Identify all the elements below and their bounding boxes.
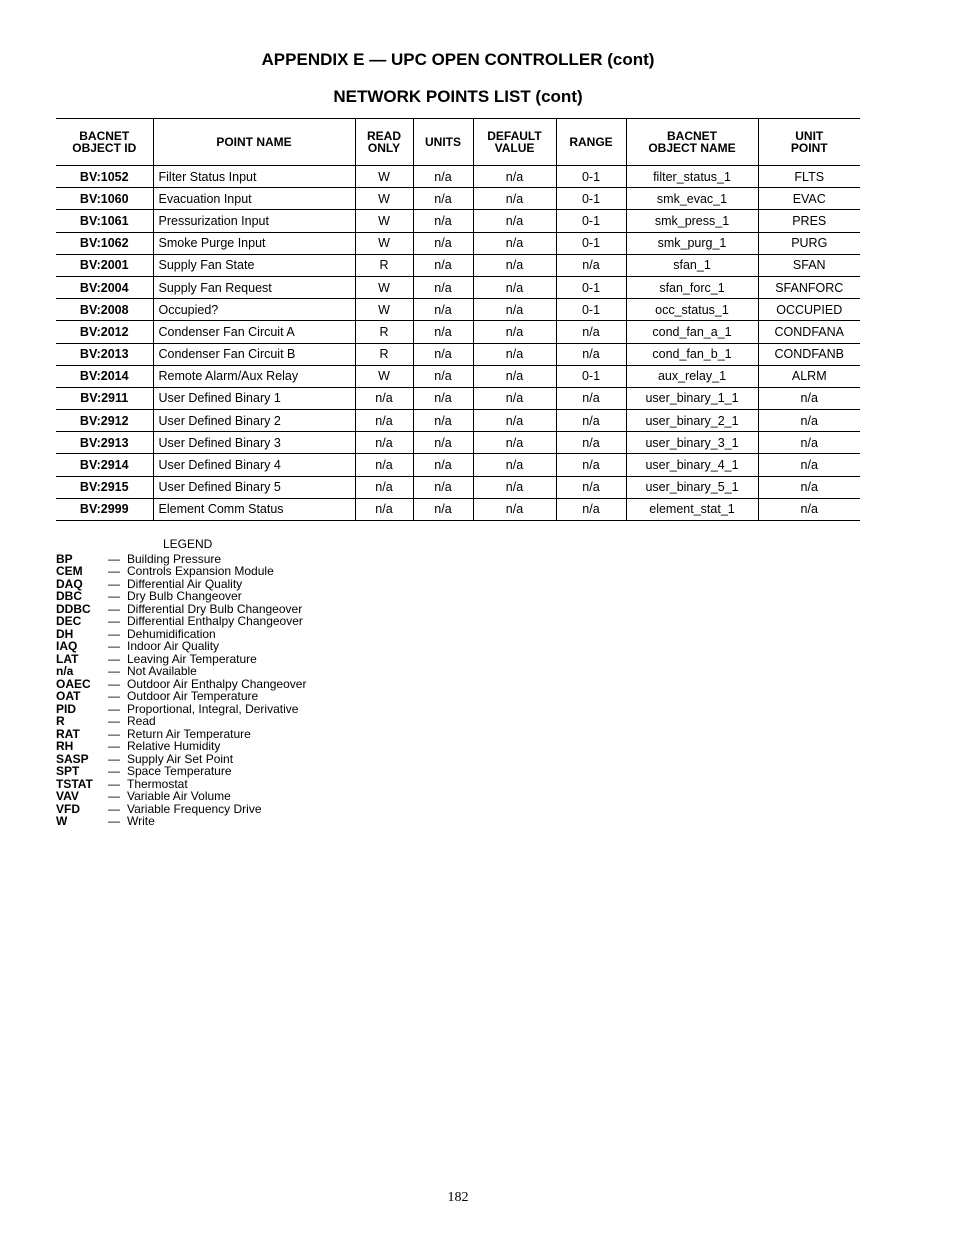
cell-unit-point: n/a [758,498,860,520]
cell-read-only: n/a [355,410,413,432]
cell-units: n/a [413,365,473,387]
cell-default-value: n/a [473,299,556,321]
cell-object-id: BV:2001 [56,254,153,276]
cell-default-value: n/a [473,365,556,387]
cell-read-only: n/a [355,498,413,520]
cell-range: n/a [556,498,626,520]
cell-point-name: Pressurization Input [153,210,355,232]
legend-meaning: Indoor Air Quality [127,639,220,653]
column-header-line: READ [366,129,401,143]
cell-object-id: BV:2012 [56,321,153,343]
column-header-line: UNITS [425,135,461,149]
legend-item [56,640,306,653]
cell-range: 0-1 [556,299,626,321]
legend-dash: — [108,689,120,703]
column-header-line: POINT [790,141,828,155]
cell-default-value: n/a [473,498,556,520]
legend-abbreviation: DBC [56,589,82,603]
cell-point-name: Evacuation Input [153,188,355,210]
legend-dash: — [108,626,120,641]
legend-item [56,565,306,578]
cell-unit-point: CONDFANA [758,321,860,343]
legend-meaning: Outdoor Air Enthalpy Changeover [127,676,307,691]
cell-point-name: Supply Fan State [153,254,355,276]
column-header [473,119,556,166]
cell-range: n/a [556,410,626,432]
cell-units: n/a [413,166,473,188]
cell-point-name: Occupied? [153,299,355,321]
cell-unit-point: OCCUPIED [758,299,860,321]
cell-object-name: smk_press_1 [626,210,758,232]
legend-dash: — [108,751,120,766]
cell-read-only: n/a [355,387,413,409]
cell-read-only: W [355,210,413,232]
table-header-row [56,119,860,166]
legend-abbreviation: W [56,814,68,828]
cell-default-value: n/a [473,343,556,365]
legend-meaning: Controls Expansion Module [127,564,274,578]
legend-title: LEGEND [163,537,213,551]
cell-object-id: BV:1061 [56,210,153,232]
legend-abbreviation: CEM [56,564,83,578]
table-row [56,166,860,188]
cell-point-name: User Defined Binary 1 [153,387,355,409]
cell-units: n/a [413,254,473,276]
column-header [56,119,153,166]
cell-object-name: cond_fan_b_1 [626,343,758,365]
legend-abbreviation: RH [56,739,74,753]
legend-abbreviation: DEC [56,614,82,628]
table-row [56,188,860,210]
cell-unit-point: EVAC [758,188,860,210]
legend-abbreviation: SASP [56,751,89,766]
cell-point-name: Supply Fan Request [153,276,355,298]
cell-range: n/a [556,387,626,409]
table-row [56,476,860,498]
legend-dash: — [108,676,120,691]
legend-meaning: Not Available [127,664,197,678]
legend-item [56,803,306,816]
cell-units: n/a [413,432,473,454]
cell-range: n/a [556,254,626,276]
legend-meaning: Dry Bulb Changeover [127,589,242,603]
legend-abbreviation: VFD [56,801,80,816]
table-row [56,387,860,409]
cell-units: n/a [413,476,473,498]
legend-item [56,665,306,678]
column-header-line: OBJECT NAME [648,141,736,155]
legend-dash: — [108,614,120,628]
cell-point-name: Remote Alarm/Aux Relay [153,365,355,387]
column-header [355,119,413,166]
legend-meaning: Read [127,714,156,728]
cell-unit-point: n/a [758,454,860,476]
table-row [56,432,860,454]
cell-object-name: smk_purg_1 [626,232,758,254]
cell-object-id: BV:2999 [56,498,153,520]
legend-abbreviation: RAT [56,726,80,741]
column-header [413,119,473,166]
cell-unit-point: n/a [758,387,860,409]
column-header-line: RANGE [569,135,613,149]
cell-default-value: n/a [473,387,556,409]
table-row [56,276,860,298]
cell-object-name: sfan_1 [626,254,758,276]
table-row [56,454,860,476]
cell-object-name: user_binary_5_1 [626,476,758,498]
column-header-line: ONLY [367,141,401,155]
legend-dash: — [108,789,120,803]
table-row [56,254,860,276]
page-title: APPENDIX E — UPC OPEN CONTROLLER (cont) [261,50,655,69]
cell-point-name: Smoke Purge Input [153,232,355,254]
cell-units: n/a [413,188,473,210]
legend-item [56,590,306,603]
cell-read-only: W [355,188,413,210]
legend-dash: — [108,564,120,578]
cell-object-name: user_binary_2_1 [626,410,758,432]
legend-dash: — [108,739,120,753]
legend-meaning: Outdoor Air Temperature [127,689,259,703]
legend-meaning: Thermostat [127,776,188,791]
column-header-line: BACNET [79,129,130,143]
legend-meaning: Return Air Temperature [127,726,251,741]
table-row [56,498,860,520]
cell-object-id: BV:1052 [56,166,153,188]
legend-abbreviation: DAQ [56,576,83,591]
legend-item [56,740,306,753]
legend-items [56,553,306,828]
cell-range: n/a [556,432,626,454]
legend-abbreviation: R [56,714,65,728]
cell-range: n/a [556,476,626,498]
cell-default-value: n/a [473,476,556,498]
cell-default-value: n/a [473,166,556,188]
legend-meaning: Space Temperature [127,764,232,778]
table-row [56,365,860,387]
column-header [153,119,355,166]
legend-dash: — [108,664,120,678]
cell-default-value: n/a [473,188,556,210]
table-body [56,166,860,521]
cell-range: n/a [556,343,626,365]
legend-dash: — [108,651,120,666]
table-row [56,232,860,254]
cell-range: n/a [556,321,626,343]
legend-dash: — [108,764,120,778]
cell-object-id: BV:2913 [56,432,153,454]
cell-unit-point: PRES [758,210,860,232]
legend-meaning: Relative Humidity [127,739,221,753]
table-row [56,299,860,321]
legend-meaning: Differential Enthalpy Changeover [127,614,303,628]
legend-meaning: Differential Dry Bulb Changeover [127,601,303,616]
cell-range: 0-1 [556,232,626,254]
cell-read-only: R [355,343,413,365]
cell-default-value: n/a [473,432,556,454]
legend-abbreviation: LAT [56,651,79,666]
legend-item [56,715,306,728]
legend-meaning: Differential Air Quality [127,576,243,591]
legend-abbreviation: n/a [56,664,74,678]
legend-item [56,790,306,803]
cell-read-only: W [355,166,413,188]
table-row [56,321,860,343]
cell-read-only: W [355,299,413,321]
cell-read-only: W [355,365,413,387]
legend-dash: — [108,576,120,591]
legend-item [56,690,306,703]
cell-units: n/a [413,210,473,232]
cell-units: n/a [413,410,473,432]
cell-object-id: BV:1060 [56,188,153,210]
table-row [56,410,860,432]
cell-read-only: n/a [355,432,413,454]
legend-dash: — [108,601,120,616]
legend-dash: — [108,551,120,566]
page-number: 182 [447,1190,469,1205]
legend-dash: — [108,801,120,816]
cell-object-name: element_stat_1 [626,498,758,520]
legend-meaning: Variable Frequency Drive [127,801,262,816]
cell-point-name: Filter Status Input [153,166,355,188]
cell-object-id: BV:2014 [56,365,153,387]
cell-unit-point: FLTS [758,166,860,188]
column-header-line: UNIT [795,129,824,143]
cell-read-only: W [355,276,413,298]
legend-abbreviation: DH [56,626,74,641]
cell-units: n/a [413,343,473,365]
cell-point-name: Condenser Fan Circuit A [153,321,355,343]
column-header [626,119,758,166]
cell-point-name: User Defined Binary 4 [153,454,355,476]
network-points-table [56,118,860,521]
cell-object-name: sfan_forc_1 [626,276,758,298]
cell-unit-point: n/a [758,432,860,454]
cell-range: 0-1 [556,365,626,387]
legend-dash: — [108,639,120,653]
column-header-line: POINT NAME [216,135,292,149]
column-header [758,119,860,166]
legend-abbreviation: DDBC [56,601,91,616]
cell-unit-point: CONDFANB [758,343,860,365]
cell-units: n/a [413,454,473,476]
table-title: NETWORK POINTS LIST (cont) [333,87,583,106]
cell-object-name: user_binary_4_1 [626,454,758,476]
cell-range: 0-1 [556,276,626,298]
legend-meaning: Building Pressure [127,551,222,566]
legend-item [56,815,306,828]
cell-object-id: BV:2915 [56,476,153,498]
cell-object-name: occ_status_1 [626,299,758,321]
cell-units: n/a [413,387,473,409]
cell-default-value: n/a [473,254,556,276]
cell-units: n/a [413,321,473,343]
cell-default-value: n/a [473,210,556,232]
cell-object-id: BV:2013 [56,343,153,365]
cell-units: n/a [413,299,473,321]
legend-meaning: Supply Air Set Point [127,751,234,766]
legend-item [56,765,306,778]
cell-unit-point: ALRM [758,365,860,387]
cell-default-value: n/a [473,410,556,432]
legend-abbreviation: OAT [56,689,81,703]
legend-abbreviation: IAQ [56,639,78,653]
cell-units: n/a [413,498,473,520]
cell-read-only: n/a [355,454,413,476]
cell-object-id: BV:2912 [56,410,153,432]
cell-unit-point: SFANFORC [758,276,860,298]
cell-point-name: User Defined Binary 3 [153,432,355,454]
column-header-line: VALUE [494,141,535,155]
cell-read-only: W [355,232,413,254]
legend-meaning: Leaving Air Temperature [127,651,257,666]
legend-dash: — [108,589,120,603]
table-row [56,343,860,365]
cell-object-name: user_binary_3_1 [626,432,758,454]
cell-units: n/a [413,276,473,298]
cell-object-id: BV:2911 [56,387,153,409]
legend [56,538,306,828]
column-header-line: DEFAULT [487,129,542,143]
column-header [556,119,626,166]
cell-object-name: aux_relay_1 [626,365,758,387]
cell-range: 0-1 [556,210,626,232]
cell-units: n/a [413,232,473,254]
cell-object-name: user_binary_1_1 [626,387,758,409]
legend-dash: — [108,726,120,741]
column-header-line: OBJECT ID [72,141,137,155]
column-header-line: BACNET [667,129,717,143]
cell-unit-point: PURG [758,232,860,254]
cell-unit-point: n/a [758,476,860,498]
cell-read-only: R [355,321,413,343]
cell-object-name: filter_status_1 [626,166,758,188]
legend-abbreviation: VAV [56,789,79,803]
legend-meaning: Variable Air Volume [127,789,231,803]
legend-abbreviation: SPT [56,764,80,778]
table-row [56,210,860,232]
cell-object-name: cond_fan_a_1 [626,321,758,343]
cell-range: n/a [556,454,626,476]
cell-default-value: n/a [473,321,556,343]
legend-meaning: Dehumidification [127,626,216,641]
legend-meaning: Proportional, Integral, Derivative [127,701,299,716]
legend-abbreviation: BP [56,551,73,566]
legend-abbreviation: PID [56,701,77,716]
cell-default-value: n/a [473,276,556,298]
legend-meaning: Write [127,814,155,828]
legend-abbreviation: OAEC [56,676,91,691]
cell-point-name: User Defined Binary 5 [153,476,355,498]
cell-point-name: Condenser Fan Circuit B [153,343,355,365]
legend-abbreviation: TSTAT [56,776,93,791]
cell-range: 0-1 [556,188,626,210]
legend-item [56,615,306,628]
cell-read-only: n/a [355,476,413,498]
legend-dash: — [108,776,120,791]
cell-object-id: BV:2914 [56,454,153,476]
legend-dash: — [108,701,120,716]
cell-unit-point: n/a [758,410,860,432]
cell-object-id: BV:2004 [56,276,153,298]
legend-item [56,703,306,716]
cell-unit-point: SFAN [758,254,860,276]
cell-point-name: User Defined Binary 2 [153,410,355,432]
cell-object-id: BV:2008 [56,299,153,321]
cell-read-only: R [355,254,413,276]
legend-dash: — [108,714,120,728]
cell-default-value: n/a [473,454,556,476]
cell-object-name: smk_evac_1 [626,188,758,210]
cell-point-name: Element Comm Status [153,498,355,520]
cell-default-value: n/a [473,232,556,254]
legend-dash: — [108,814,120,828]
cell-object-id: BV:1062 [56,232,153,254]
cell-range: 0-1 [556,166,626,188]
